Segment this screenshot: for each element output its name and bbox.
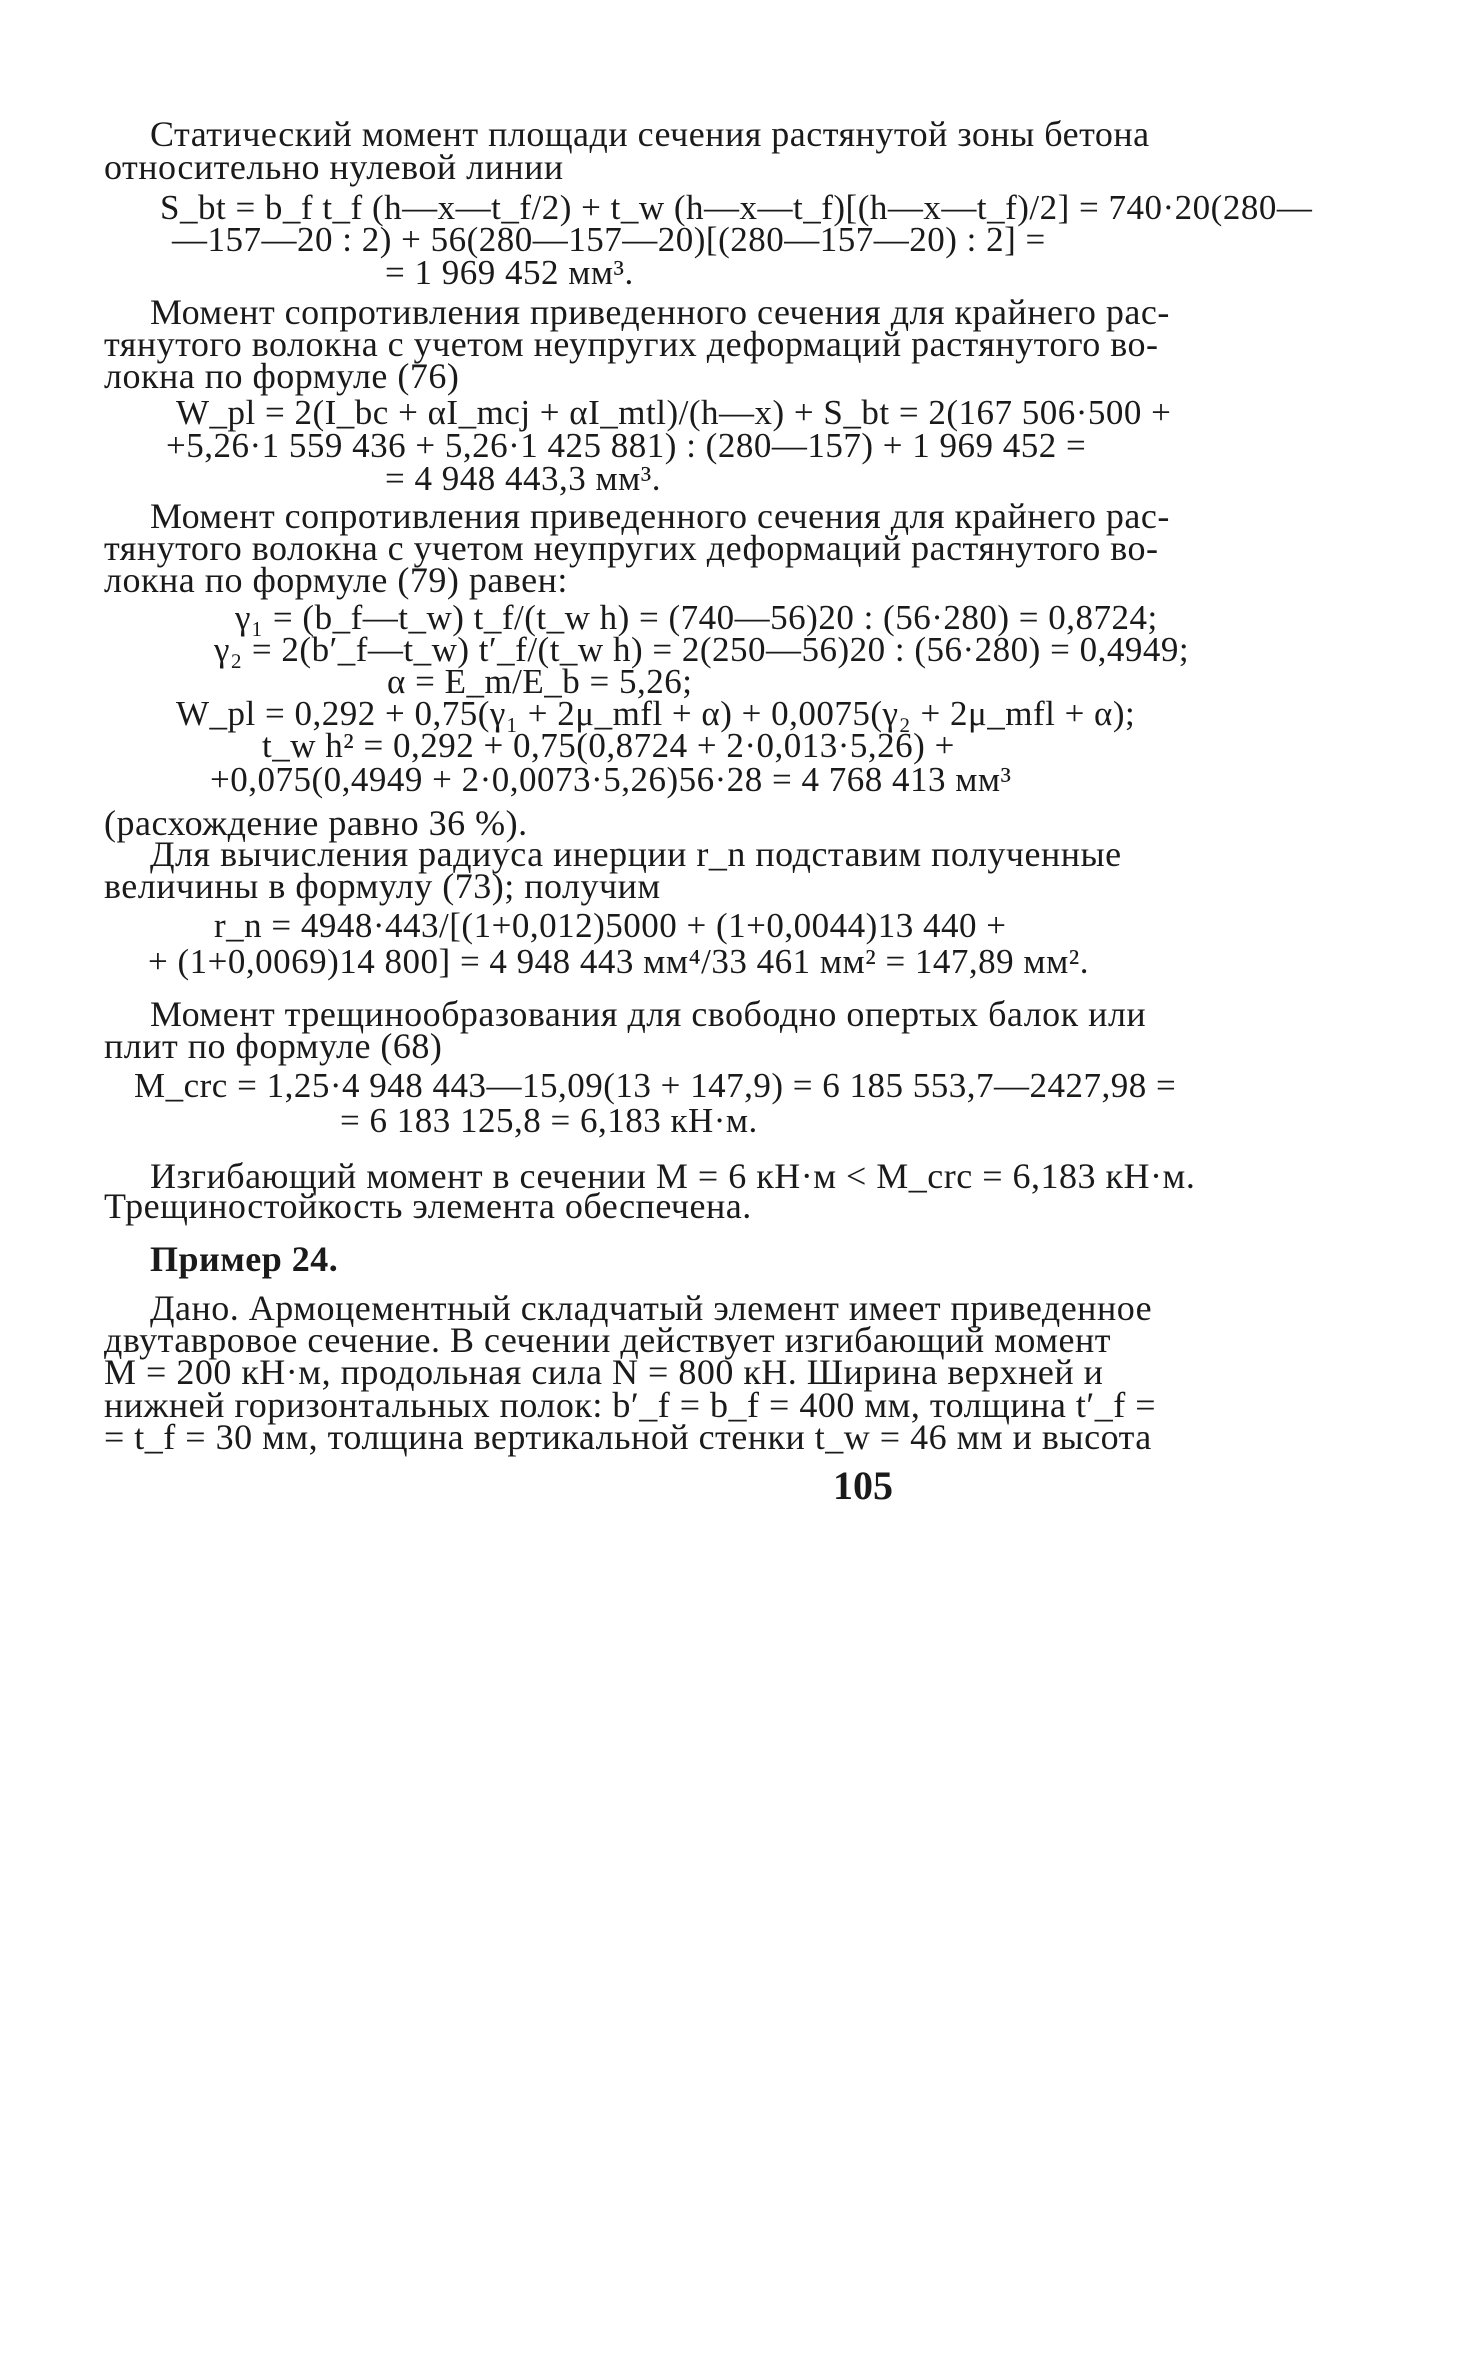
formula-line: + (1+0,0069)14 800] = 4 948 443 мм⁴/33 461 мм² = 147,89 мм². xyxy=(148,942,1089,981)
text-line: величины в формулу (73); получим xyxy=(104,866,661,906)
text-line: плит по формуле (68) xyxy=(104,1026,443,1066)
text-line: Момент сопротивления приведенного сечения для крайнего рас- xyxy=(150,292,1170,332)
formula-line: +0,075(0,4949 + 2·0,0073·5,26)56·28 = 4 768 413 мм³ xyxy=(210,760,1012,799)
text-line: Трещиностойкость элемента обеспечена. xyxy=(104,1186,752,1226)
text-line: M = 200 кН·м, продольная сила N = 800 кН. Ширина верхней и xyxy=(104,1352,1104,1392)
text-line: локна по формуле (79) равен: xyxy=(104,560,568,600)
text-line: двутавровое сечение. В сечении действует изгибающий момент xyxy=(104,1320,1111,1360)
text-line: тянутого волокна с учетом неупругих деформаций растянутого во- xyxy=(104,528,1159,568)
formula-line: W_pl = 2(I_bc + αI_mcj + αI_mtl)/(h—x) + S_bt = 2(167 506·500 + xyxy=(176,393,1172,432)
text-line: Момент сопротивления приведенного сечения для крайнего рас- xyxy=(150,496,1170,536)
text-line: относительно нулевой линии xyxy=(104,147,564,187)
text-line: Момент трещинообразования для свободно опертых балок или xyxy=(150,994,1147,1034)
text-line: Статический момент площади сечения растянутой зоны бетона xyxy=(150,114,1150,154)
formula-line: r_n = 4948·443/[(1+0,012)5000 + (1+0,0044)13 440 + xyxy=(214,906,1007,945)
formula-line: t_w h² = 0,292 + 0,75(0,8724 + 2·0,013·5,26) + xyxy=(262,726,955,765)
text-line: = t_f = 30 мм, толщина вертикальной стенки t_w = 46 мм и высота xyxy=(104,1417,1152,1457)
formula-line: γ₁ = (b_f—t_w) t_f/(t_w h) = (740—56)20 : (56·280) = 0,8724; xyxy=(235,598,1158,637)
text-line: Изгибающий момент в сечении M = 6 кН·м < M_crc = 6,183 кН·м. xyxy=(150,1156,1196,1196)
text-line: тянутого волокна с учетом неупругих деформаций растянутого во- xyxy=(104,324,1159,364)
formula-line: —157—20 : 2) + 56(280—157—20)[(280—157—20) : 2] = xyxy=(172,220,1046,259)
formula-line: +5,26·1 559 436 + 5,26·1 425 881) : (280—157) + 1 969 452 = xyxy=(166,426,1087,465)
formula-line: M_crc = 1,25·4 948 443—15,09(13 + 147,9) = 6 185 553,7—2427,98 = xyxy=(134,1066,1177,1105)
text-line: (расхождение равно 36 %). xyxy=(104,803,528,843)
text-line: нижней горизонтальных полок: b′_f = b_f = 400 мм, толщина t′_f = xyxy=(104,1385,1157,1425)
text-line: локна по формуле (76) xyxy=(104,356,460,396)
formula-line: α = E_m/E_b = 5,26; xyxy=(387,662,693,701)
text-line: Для вычисления радиуса инерции r_n подставим полученные xyxy=(150,834,1122,874)
formula-line: S_bt = b_f t_f (h—x—t_f/2) + t_w (h—x—t_f)[(h—x—t_f)/2] = 740·20(280— xyxy=(160,188,1313,227)
formula-line: = 1 969 452 мм³. xyxy=(385,253,634,292)
page-number: 105 xyxy=(833,1463,893,1508)
formula-line: = 6 183 125,8 = 6,183 кН·м. xyxy=(340,1101,758,1140)
text-line: Дано. Армоцементный складчатый элемент имеет приведенное xyxy=(150,1288,1153,1328)
formula-line: = 4 948 443,3 мм³. xyxy=(385,459,662,498)
formula-line: W_pl = 0,292 + 0,75(γ₁ + 2μ_mfl + α) + 0,0075(γ₂ + 2μ_mfl + α); xyxy=(176,694,1136,733)
formula-line: γ₂ = 2(b′_f—t_w) t′_f/(t_w h) = 2(250—56)20 : (56·280) = 0,4949; xyxy=(214,630,1190,669)
example-heading: Пример 24. xyxy=(150,1239,339,1279)
